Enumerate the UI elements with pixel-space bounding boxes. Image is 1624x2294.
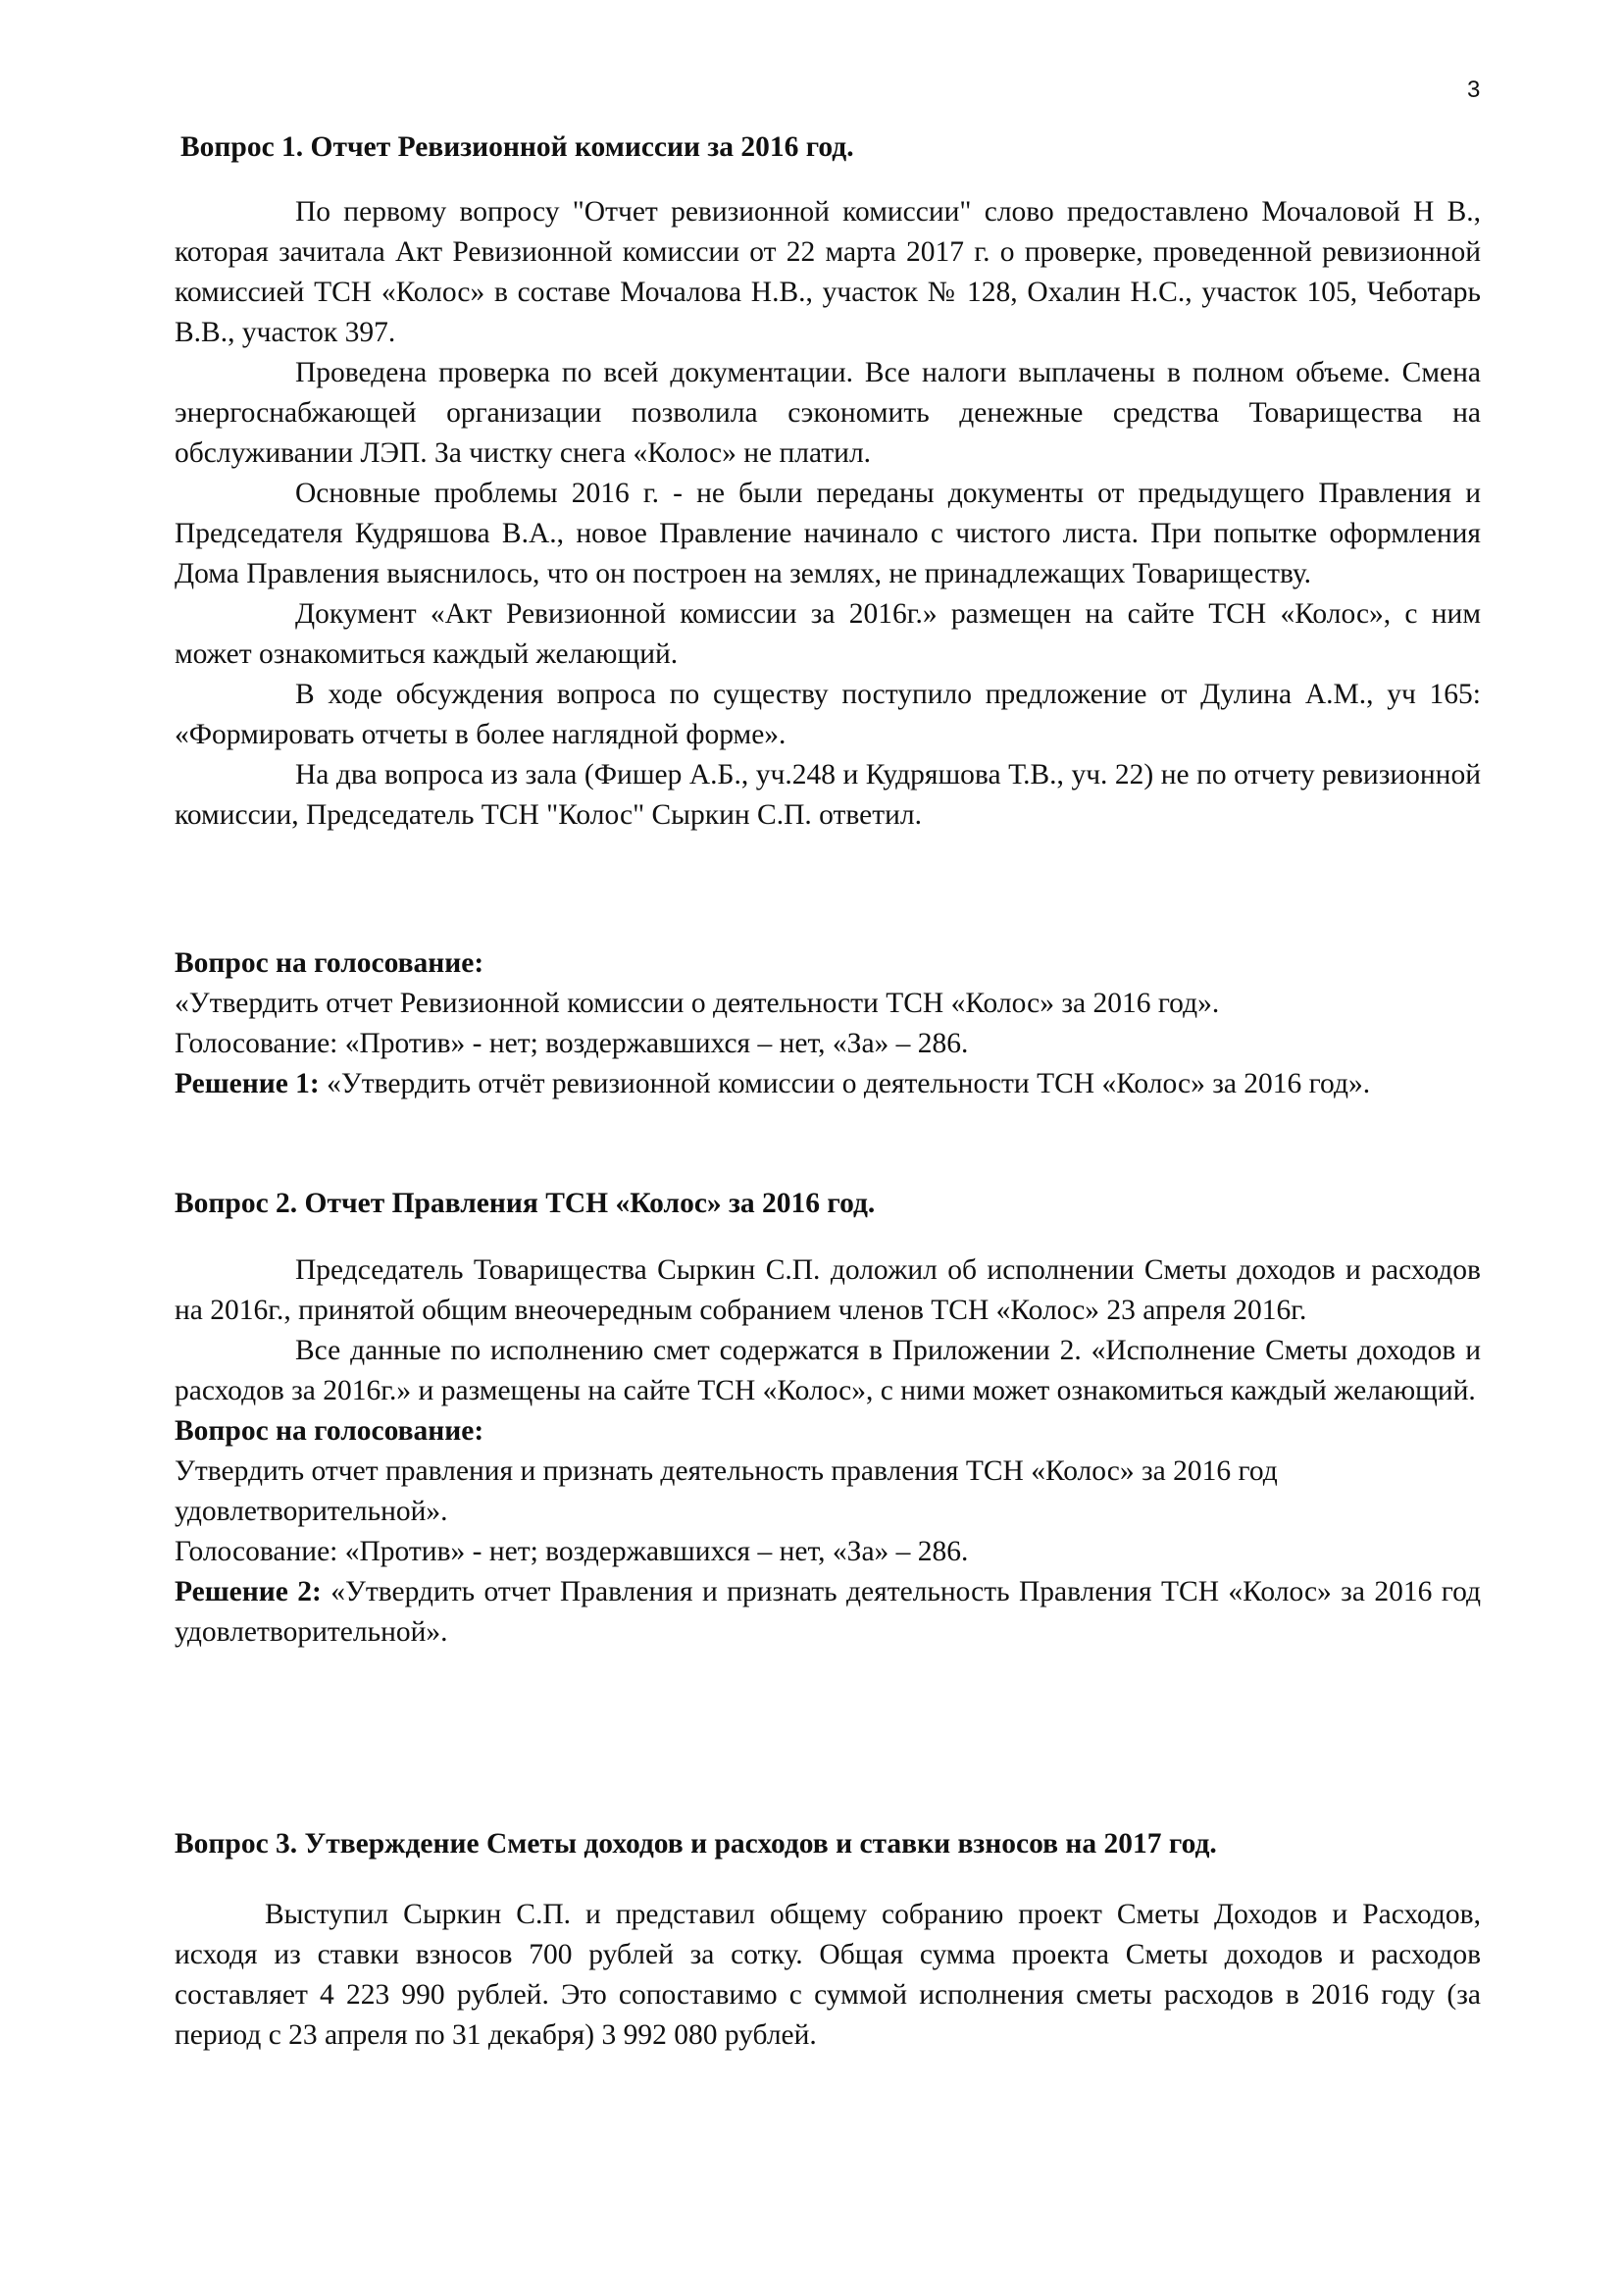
question-3-heading: Вопрос 3. Утверждение Сметы доходов и расходов и ставки взносов на 2017 год. (175, 1828, 1217, 1860)
question-2-heading: Вопрос 2. Отчет Правления ТСН «Колос» за 2016 год. (175, 1188, 876, 1219)
question-1-body (175, 192, 1481, 836)
vote-result: Голосование: «Против» - нет; воздержавшихся – нет, «За» – 286. (175, 1028, 969, 1059)
vote-text: «Утвердить отчет Ревизионной комиссии о деятельности ТСН «Колос» за 2016 год». (175, 988, 1220, 1019)
decision-1 (175, 1064, 1481, 1104)
vote-text: Утвердить отчет правления и признать деятельность правления ТСН «Колос» за 2016 год удовлетворительной». (175, 1455, 1278, 1527)
question-1-heading: Вопрос 1. Отчет Ревизионной комиссии за 2016 год. (180, 131, 854, 163)
paragraph: Председатель Товарищества Сыркин С.П. доложил об исполнении Сметы доходов и расходов на 2016г., принятой общим внеочередным собранием членов ТСН «Колос» 23 апреля 2016г. (175, 1254, 1481, 1326)
vote-result: Голосование: «Против» - нет; воздержавшихся – нет, «За» – 286. (175, 1536, 969, 1567)
vote-heading: Вопрос на голосование: (175, 1415, 484, 1447)
paragraph: На два вопроса из зала (Фишер А.Б., уч.248 и Кудряшова Т.В., уч. 22) не по отчету ревизионной комиссии, Председатель ТСН "Колос" Сыркин С.П. ответил. (175, 759, 1481, 831)
vote-heading: Вопрос на голосование: (175, 947, 484, 979)
paragraph: Документ «Акт Ревизионной комиссии за 2016г.» размещен на сайте ТСН «Колос», с ним может ознакомиться каждый желающий. (175, 598, 1481, 670)
paragraph: В ходе обсуждения вопроса по существу поступило предложение от Дулина А.М., уч 165: «Формировать отчеты в более наглядной форме». (175, 679, 1481, 750)
decision-text: «Утвердить отчёт ревизионной комиссии о деятельности ТСН «Колос» за 2016 год». (319, 1068, 1371, 1099)
paragraph: Основные проблемы 2016 г. - не были переданы документы от предыдущего Правления и Председателя Кудряшова В.А., новое Правление начинало с чистого листа. При попытке оформления Дома Правления выяснилось, что он построен на землях, не принадлежащих Товариществу. (175, 478, 1481, 589)
decision-2 (175, 1572, 1481, 1653)
paragraph: Все данные по исполнению смет содержатся в Приложении 2. «Исполнение Сметы доходов и расходов за 2016г.» и размещены на сайте ТСН «Колос», с ними может ознакомиться каждый желающий. (175, 1335, 1481, 1406)
decision-text: «Утвердить отчет Правления и признать деятельность Правления ТСН «Колос» за 2016 год удовлетворительной». (175, 1576, 1482, 1648)
paragraph: По первому вопросу "Отчет ревизионной комиссии" слово предоставлено Мочаловой Н В., которая зачитала Акт Ревизионной комиссии от 22 марта 2017 г. о проверке, проведенной ревизионной комиссией ТСН «Колос» в составе Мочалова Н.В., участок № 128, Охалин Н.С., участок 105, Чеботарь В.В., участок 397. (175, 196, 1481, 348)
decision-label: Решение 2: (175, 1576, 322, 1607)
decision-label: Решение 1: (175, 1068, 320, 1099)
question-1-vote (175, 943, 1481, 1104)
question-2-body (175, 1250, 1481, 1653)
paragraph: Проведена проверка по всей документации. Все налоги выплачены в полном объеме. Смена энергоснабжающей организации позволила сэкономить денежные средства Товарищества на обслуживании ЛЭП. За чистку снега «Колос» не платил. (175, 357, 1481, 469)
page-number: 3 (1467, 76, 1481, 103)
paragraph: Выступил Сыркин С.П. и представил общему собранию проект Сметы Доходов и Расходов, исходя из ставки взносов 700 рублей за сотку. Общая сумма проекта Сметы доходов и расходов составляет 4 223 990 рублей. Это сопоставимо с суммой исполнения сметы расходов в 2016 году (за период с 23 апреля по 31 декабря) 3 992 080 рублей. (175, 1899, 1481, 2051)
question-3-body (175, 1895, 1481, 2056)
